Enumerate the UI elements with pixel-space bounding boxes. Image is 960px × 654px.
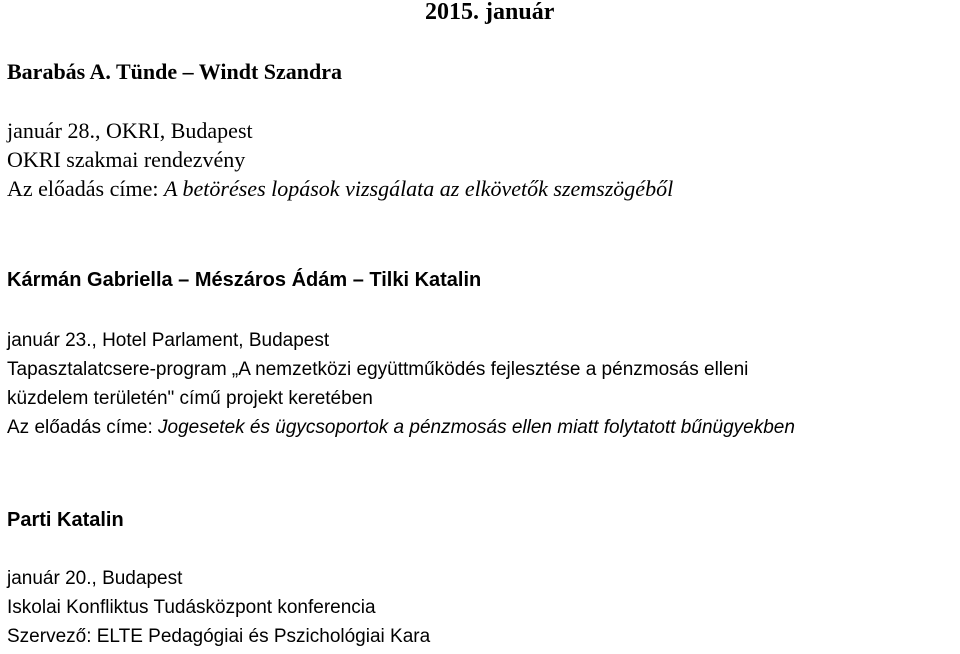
entry-details <box>7 564 430 651</box>
entry-date-location: január 20., Budapest <box>7 568 183 589</box>
entry-event-continued: küzdelem területén" című projekt keretében <box>7 388 373 409</box>
entry-title: Jogesetek és ügycsoportok a pénzmosás ellen miatt folytatott bűnügyekben <box>158 417 795 438</box>
entry-authors: Kármán Gabriella – Mészáros Ádám – Tilki Katalin <box>7 269 482 291</box>
entry-details <box>7 116 673 203</box>
entry-title-prefix: Az előadás címe: <box>7 417 159 438</box>
entry-details <box>7 326 795 442</box>
entry-title-line <box>7 174 673 203</box>
page-date: 2015. január <box>425 0 555 25</box>
entry-event: OKRI szakmai rendezvény <box>7 147 246 172</box>
entry-event: Tapasztalatcsere-program „A nemzetközi együttműködés fejlesztése a pénzmosás elleni <box>7 359 749 380</box>
entry-authors: Parti Katalin <box>7 509 124 531</box>
entry-event: Iskolai Konfliktus Tudásközpont konferencia <box>7 597 376 618</box>
entry-date-location: január 28., OKRI, Budapest <box>7 118 253 143</box>
entry-authors: Barabás A. Tünde – Windt Szandra <box>7 59 343 84</box>
entry-organizer: Szervező: ELTE Pedagógiai és Pszichológiai Kara <box>7 626 431 647</box>
entry-title-line <box>7 413 795 442</box>
entry-title: A betöréses lopások vizsgálata az elkövetők szemszögéből <box>164 176 674 201</box>
entry-title-prefix: Az előadás címe: <box>7 176 164 201</box>
entry-date-location: január 23., Hotel Parlament, Budapest <box>7 330 330 351</box>
